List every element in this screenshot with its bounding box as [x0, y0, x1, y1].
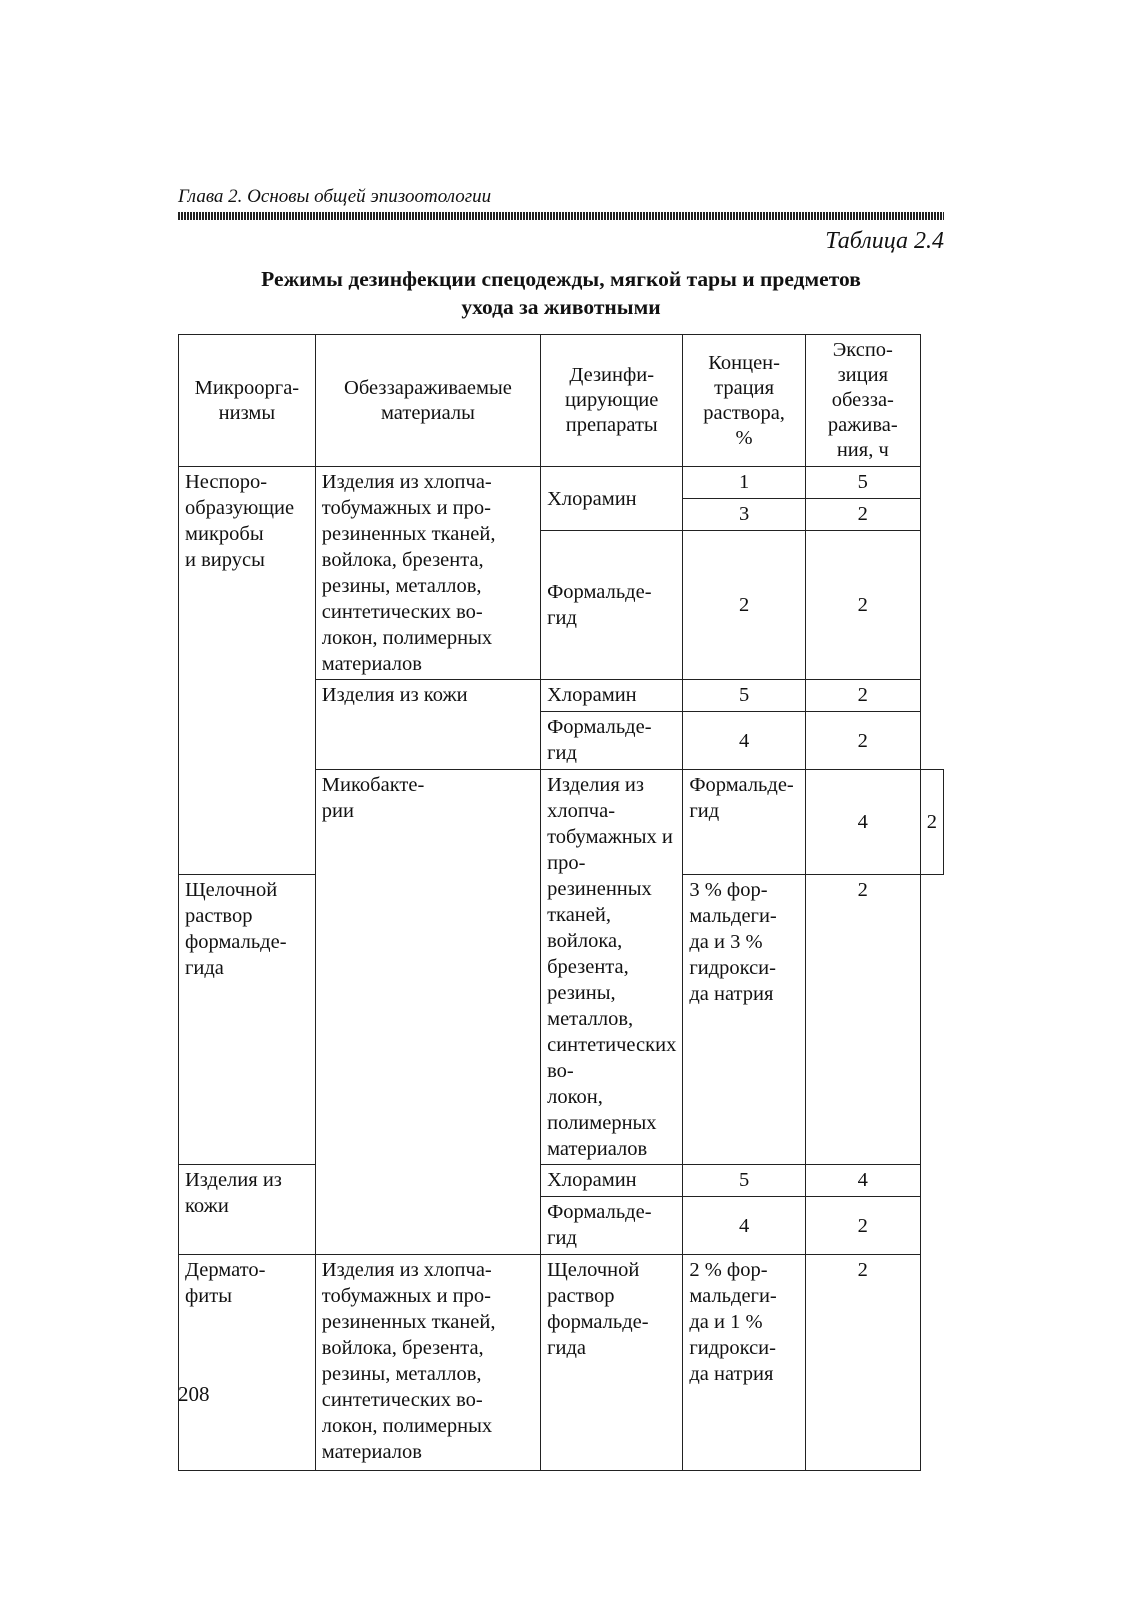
group-mycobacteria: Микобакте- рии: [315, 770, 540, 1255]
exposure-value: 2: [805, 499, 920, 531]
group-dermatophytes: Дермато- фиты: [179, 1255, 316, 1471]
group-nonspore: Неспоро- образующие микробы и вирусы: [179, 467, 316, 875]
header-agents: Дезинфи- цирующие препараты: [541, 335, 683, 467]
concentration-value: 1: [683, 467, 806, 499]
materials-fabrics: Изделия из хлопча- тобумажных и про- резиненных тканей, войлока, брезента, резины, металлов, синтетических во- локон, полимерных материалов: [315, 467, 540, 680]
header-exposure: Экспо- зиция обезза- ражива- ния, ч: [805, 335, 920, 467]
exposure-value: 2: [805, 1197, 920, 1255]
exposure-value: 2: [805, 712, 920, 770]
exposure-value: 4: [805, 1165, 920, 1197]
concentration-value: 3: [683, 499, 806, 531]
materials-leather: Изделия из кожи: [315, 680, 540, 770]
header-concentration: Концен- трация раствора, %: [683, 335, 806, 467]
materials-fabrics: Изделия из хлопча- тобумажных и про- резиненных тканей, войлока, брезента, резины, металлов, синтетических во- локон, полимерных материалов: [541, 770, 683, 1165]
table-title-line1: Режимы дезинфекции спецодежды, мягкой тары и предметов: [261, 267, 861, 291]
table-label: Таблица 2.4: [825, 228, 944, 254]
exposure-value: 2: [805, 680, 920, 712]
concentration-value: 5: [683, 680, 806, 712]
agent-chloramine: Хлорамин: [541, 680, 683, 712]
exposure-value: 2: [805, 874, 920, 1164]
table-row: [179, 1165, 944, 1197]
exposure-value: 5: [805, 467, 920, 499]
table-title: [178, 265, 944, 321]
agent-chloramine: Хлорамин: [541, 1165, 683, 1197]
exposure-value: 2: [805, 1255, 920, 1471]
exposure-value: 2: [920, 770, 943, 875]
concentration-value: 4: [683, 1197, 806, 1255]
header-microorganisms: Микроорга- низмы: [179, 335, 316, 467]
agent-chloramine: Хлорамин: [541, 467, 683, 531]
table-row: [179, 467, 944, 499]
concentration-value: 5: [683, 1165, 806, 1197]
concentration-value: 4: [805, 770, 920, 875]
concentration-value: 2: [683, 531, 806, 680]
table-title-line2: ухода за животными: [461, 295, 661, 319]
materials-leather: Изделия из кожи: [179, 1165, 316, 1255]
agent-alkaline-formaldehyde: Щелочной раствор формальде- гида: [179, 874, 316, 1164]
disinfection-table: [178, 334, 944, 1471]
agent-formaldehyde: Формальде- гид: [541, 531, 683, 680]
running-head: Глава 2. Основы общей эпизоотологии: [178, 186, 492, 207]
table-header-row: [179, 335, 944, 467]
agent-alkaline-formaldehyde: Щелочной раствор формальде- гида: [541, 1255, 683, 1471]
exposure-value: 2: [805, 531, 920, 680]
agent-formaldehyde: Формальде- гид: [541, 1197, 683, 1255]
table-row: [179, 1255, 944, 1471]
materials-fabrics: Изделия из хлопча- тобумажных и про- резиненных тканей, войлока, брезента, резины, металлов, синтетических во- локон, полимерных материалов: [315, 1255, 540, 1471]
agent-formaldehyde: Формальде- гид: [541, 712, 683, 770]
header-rule: [178, 212, 944, 220]
page-number: 208: [178, 1382, 210, 1406]
concentration-value: 4: [683, 712, 806, 770]
concentration-value: 2 % фор- мальдеги- да и 1 % гидрокси- да натрия: [683, 1255, 806, 1471]
header-materials: Обеззараживаемые материалы: [315, 335, 540, 467]
concentration-value: 3 % фор- мальдеги- да и 3 % гидрокси- да натрия: [683, 874, 806, 1164]
agent-formaldehyde: Формальде- гид: [683, 770, 806, 875]
